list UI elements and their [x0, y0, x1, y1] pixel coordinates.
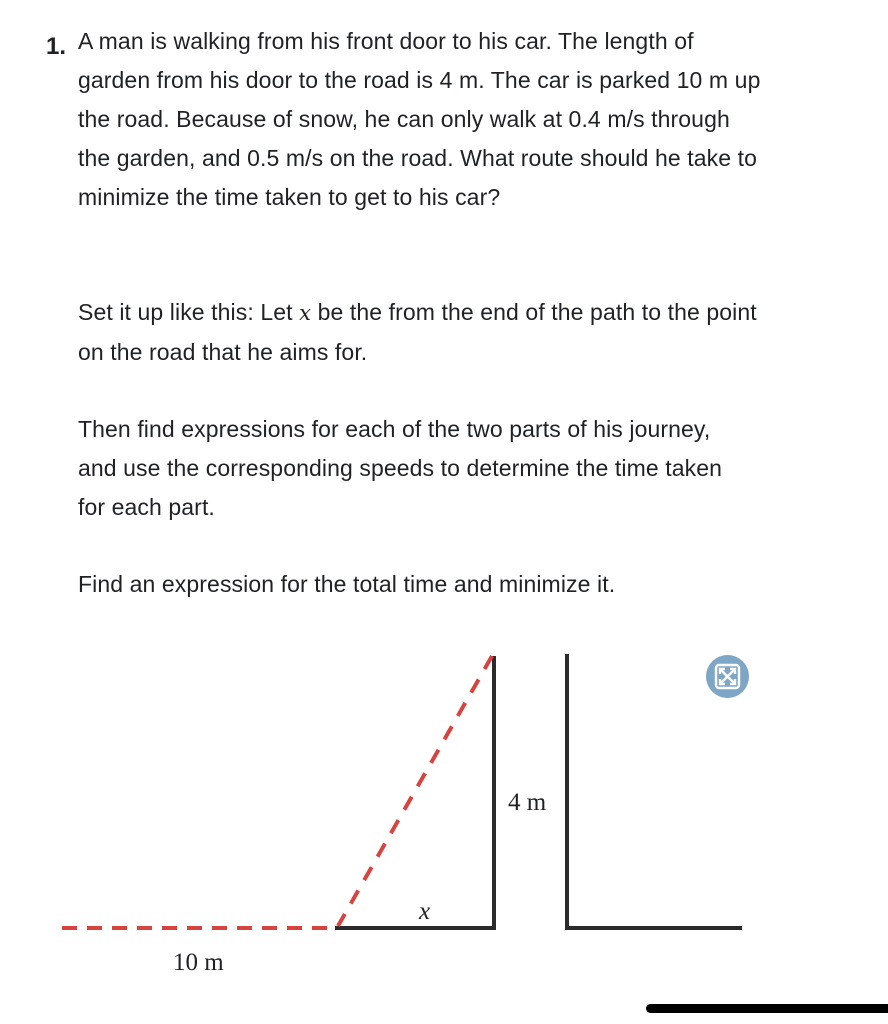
problem-statement: A man is walking from his front door to his car. The length of garden from his door to the road is 4 m. The car is parked 10 m up the road. Because of snow, he can only walk at 0.4 m/s through the garden, and 0.5 m/s on the road. What route should he take to minimize the time taken to get to his car? [78, 28, 761, 210]
road-length-label: 10 m [173, 949, 224, 976]
math-variable-x: x [299, 301, 312, 325]
setup-instruction [78, 293, 778, 372]
home-indicator[interactable] [646, 1004, 888, 1013]
expand-diagram-button[interactable] [706, 655, 749, 698]
expand-arrows-icon [714, 663, 741, 690]
expressions-instruction: Then find expressions for each of the two parts of his journey, and use the corresponding speeds to determine the time taken for each part. [78, 416, 723, 520]
setup-text-before: Set it up like this: Let [78, 299, 300, 325]
x-variable-label: x [419, 898, 431, 925]
setup-text-after: be the from the end of the path to the point on the road that he aims for. [78, 299, 757, 365]
question-number: 1. [46, 33, 67, 60]
minimize-instruction: Find an expression for the total time and minimize it. [78, 571, 616, 597]
garden-path-dashed [338, 656, 492, 926]
route-diagram [0, 640, 888, 980]
garden-length-label: 4 m [508, 789, 547, 816]
